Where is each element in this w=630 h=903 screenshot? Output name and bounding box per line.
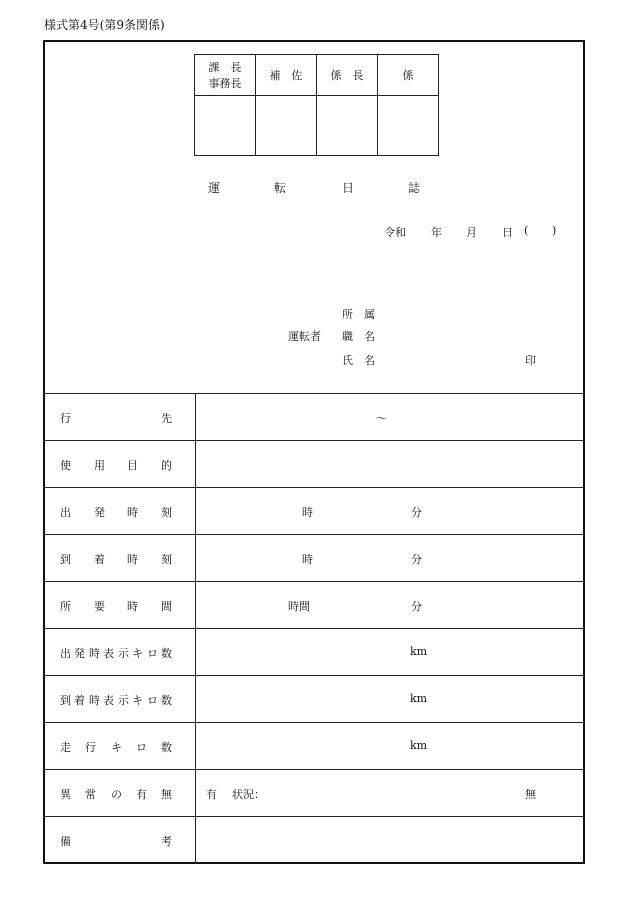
row-divider <box>43 769 585 770</box>
date-month: 月 <box>466 226 477 239</box>
row-label-char: 時 <box>89 694 100 707</box>
row-divider <box>43 534 585 535</box>
row-label-char: 用 <box>94 459 105 472</box>
driver-group-label: 運転者 <box>288 330 321 343</box>
row-label-char: 常 <box>85 788 96 801</box>
row-label-departure-odometer <box>60 645 172 661</box>
abnormality-absent-option[interactable]: 無 <box>525 788 536 801</box>
title-char: 誌 <box>408 181 421 195</box>
row-label-distance <box>60 739 172 755</box>
approval-header-label: 事務長 <box>208 77 242 90</box>
row-label-char: 出 <box>60 647 71 660</box>
row-label-remarks <box>60 833 172 849</box>
row-divider <box>43 628 585 629</box>
row-label-char: 数 <box>161 647 172 660</box>
row-label-char: キ <box>132 694 143 707</box>
row-label-char: 行 <box>60 412 71 425</box>
approval-header-label: 補 佐 <box>269 69 303 82</box>
driver-affiliation-label: 所 属 <box>342 308 375 321</box>
row-label-char: 先 <box>161 412 172 425</box>
date-day: 日 <box>502 226 513 239</box>
departure-minute-unit: 分 <box>411 506 422 519</box>
row-label-char: 走 <box>60 741 71 754</box>
row-label-char: 刻 <box>161 553 172 566</box>
row-label-char: ロ <box>136 741 147 754</box>
destination-range-tilde: ～ <box>376 412 387 425</box>
row-label-char: ロ <box>147 647 158 660</box>
row-label-char: 無 <box>161 788 172 801</box>
row-divider <box>43 816 585 817</box>
approval-header-label: 係 <box>402 69 414 82</box>
abnormality-present-option[interactable]: 有 <box>206 788 217 801</box>
distance-unit: km <box>410 739 428 752</box>
row-label-char: 到 <box>60 553 71 566</box>
row-label-departure-time <box>60 504 172 520</box>
row-label-char: 出 <box>60 506 71 519</box>
duration-minute-unit: 分 <box>411 600 422 613</box>
row-label-char: 示 <box>118 694 129 707</box>
row-label-char: 表 <box>103 647 114 660</box>
approval-header-label: 課 長 <box>208 61 242 74</box>
row-label-char: 時 <box>127 600 138 613</box>
row-divider <box>43 440 585 441</box>
duration-hours-unit: 時間 <box>288 600 310 613</box>
row-label-char: の <box>111 788 122 801</box>
driver-name-label: 氏 名 <box>342 354 375 367</box>
date-weekday-close: ) <box>552 224 557 237</box>
approval-header-staff <box>378 55 439 96</box>
row-label-char: 備 <box>60 835 71 848</box>
title-char: 運 <box>208 181 221 195</box>
row-label-char: 発 <box>74 647 85 660</box>
row-label-arrival-time <box>60 551 172 567</box>
row-divider <box>43 487 585 488</box>
row-label-arrival-odometer <box>60 692 172 708</box>
row-label-char: 着 <box>74 694 85 707</box>
row-label-char: 間 <box>161 600 172 613</box>
driver-seal: 印 <box>525 354 536 367</box>
row-divider <box>43 722 585 723</box>
approval-header-label: 係 長 <box>330 69 364 82</box>
column-divider <box>195 393 196 864</box>
form-number: 様式第4号(第9条関係) <box>44 18 165 32</box>
row-label-abnormality <box>60 786 172 802</box>
row-label-char: 時 <box>127 506 138 519</box>
row-label-char: 示 <box>118 647 129 660</box>
driver-position-label: 職 名 <box>342 330 375 343</box>
date-weekday-open: ( <box>524 224 529 237</box>
row-label-char: 数 <box>161 741 172 754</box>
row-label-char: 刻 <box>161 506 172 519</box>
approval-stamp-cell[interactable] <box>195 96 256 156</box>
title-char: 日 <box>342 181 355 195</box>
row-label-char: 行 <box>85 741 96 754</box>
row-label-char: 発 <box>94 506 105 519</box>
arrival-hour-unit: 時 <box>302 553 313 566</box>
row-label-char: 到 <box>60 694 71 707</box>
approval-header-section-chief <box>195 55 256 96</box>
row-label-char: 考 <box>161 835 172 848</box>
approval-stamp-table <box>194 54 439 156</box>
arrival-odometer-unit: km <box>410 692 428 705</box>
row-label-char: 時 <box>89 647 100 660</box>
approval-header-subsection-chief <box>317 55 378 96</box>
row-label-char: キ <box>111 741 122 754</box>
approval-stamp-cell[interactable] <box>317 96 378 156</box>
row-label-char: キ <box>132 647 143 660</box>
arrival-minute-unit: 分 <box>411 553 422 566</box>
row-divider <box>43 675 585 676</box>
date-year: 年 <box>431 226 442 239</box>
departure-odometer-unit: km <box>410 645 428 658</box>
row-label-char: 表 <box>103 694 114 707</box>
row-label-char: 数 <box>161 694 172 707</box>
row-divider <box>43 393 585 394</box>
title-char: 転 <box>274 181 287 195</box>
approval-stamp-cell[interactable] <box>256 96 317 156</box>
row-label-char: 着 <box>94 553 105 566</box>
row-label-char: 使 <box>60 459 71 472</box>
date-era: 令和 <box>384 226 406 239</box>
approval-header-deputy <box>256 55 317 96</box>
abnormality-status-label: 状況： <box>232 788 265 801</box>
row-label-char: 的 <box>161 459 172 472</box>
row-label-char: 時 <box>127 553 138 566</box>
row-label-purpose <box>60 457 172 473</box>
row-divider <box>43 581 585 582</box>
row-label-char: 要 <box>94 600 105 613</box>
departure-hour-unit: 時 <box>302 506 313 519</box>
row-label-char: 目 <box>127 459 138 472</box>
row-label-char: 有 <box>136 788 147 801</box>
row-label-duration <box>60 598 172 614</box>
row-label-char: 所 <box>60 600 71 613</box>
row-label-char: ロ <box>147 694 158 707</box>
approval-stamp-cell[interactable] <box>378 96 439 156</box>
row-label-char: 異 <box>60 788 71 801</box>
row-label-destination <box>60 410 172 426</box>
